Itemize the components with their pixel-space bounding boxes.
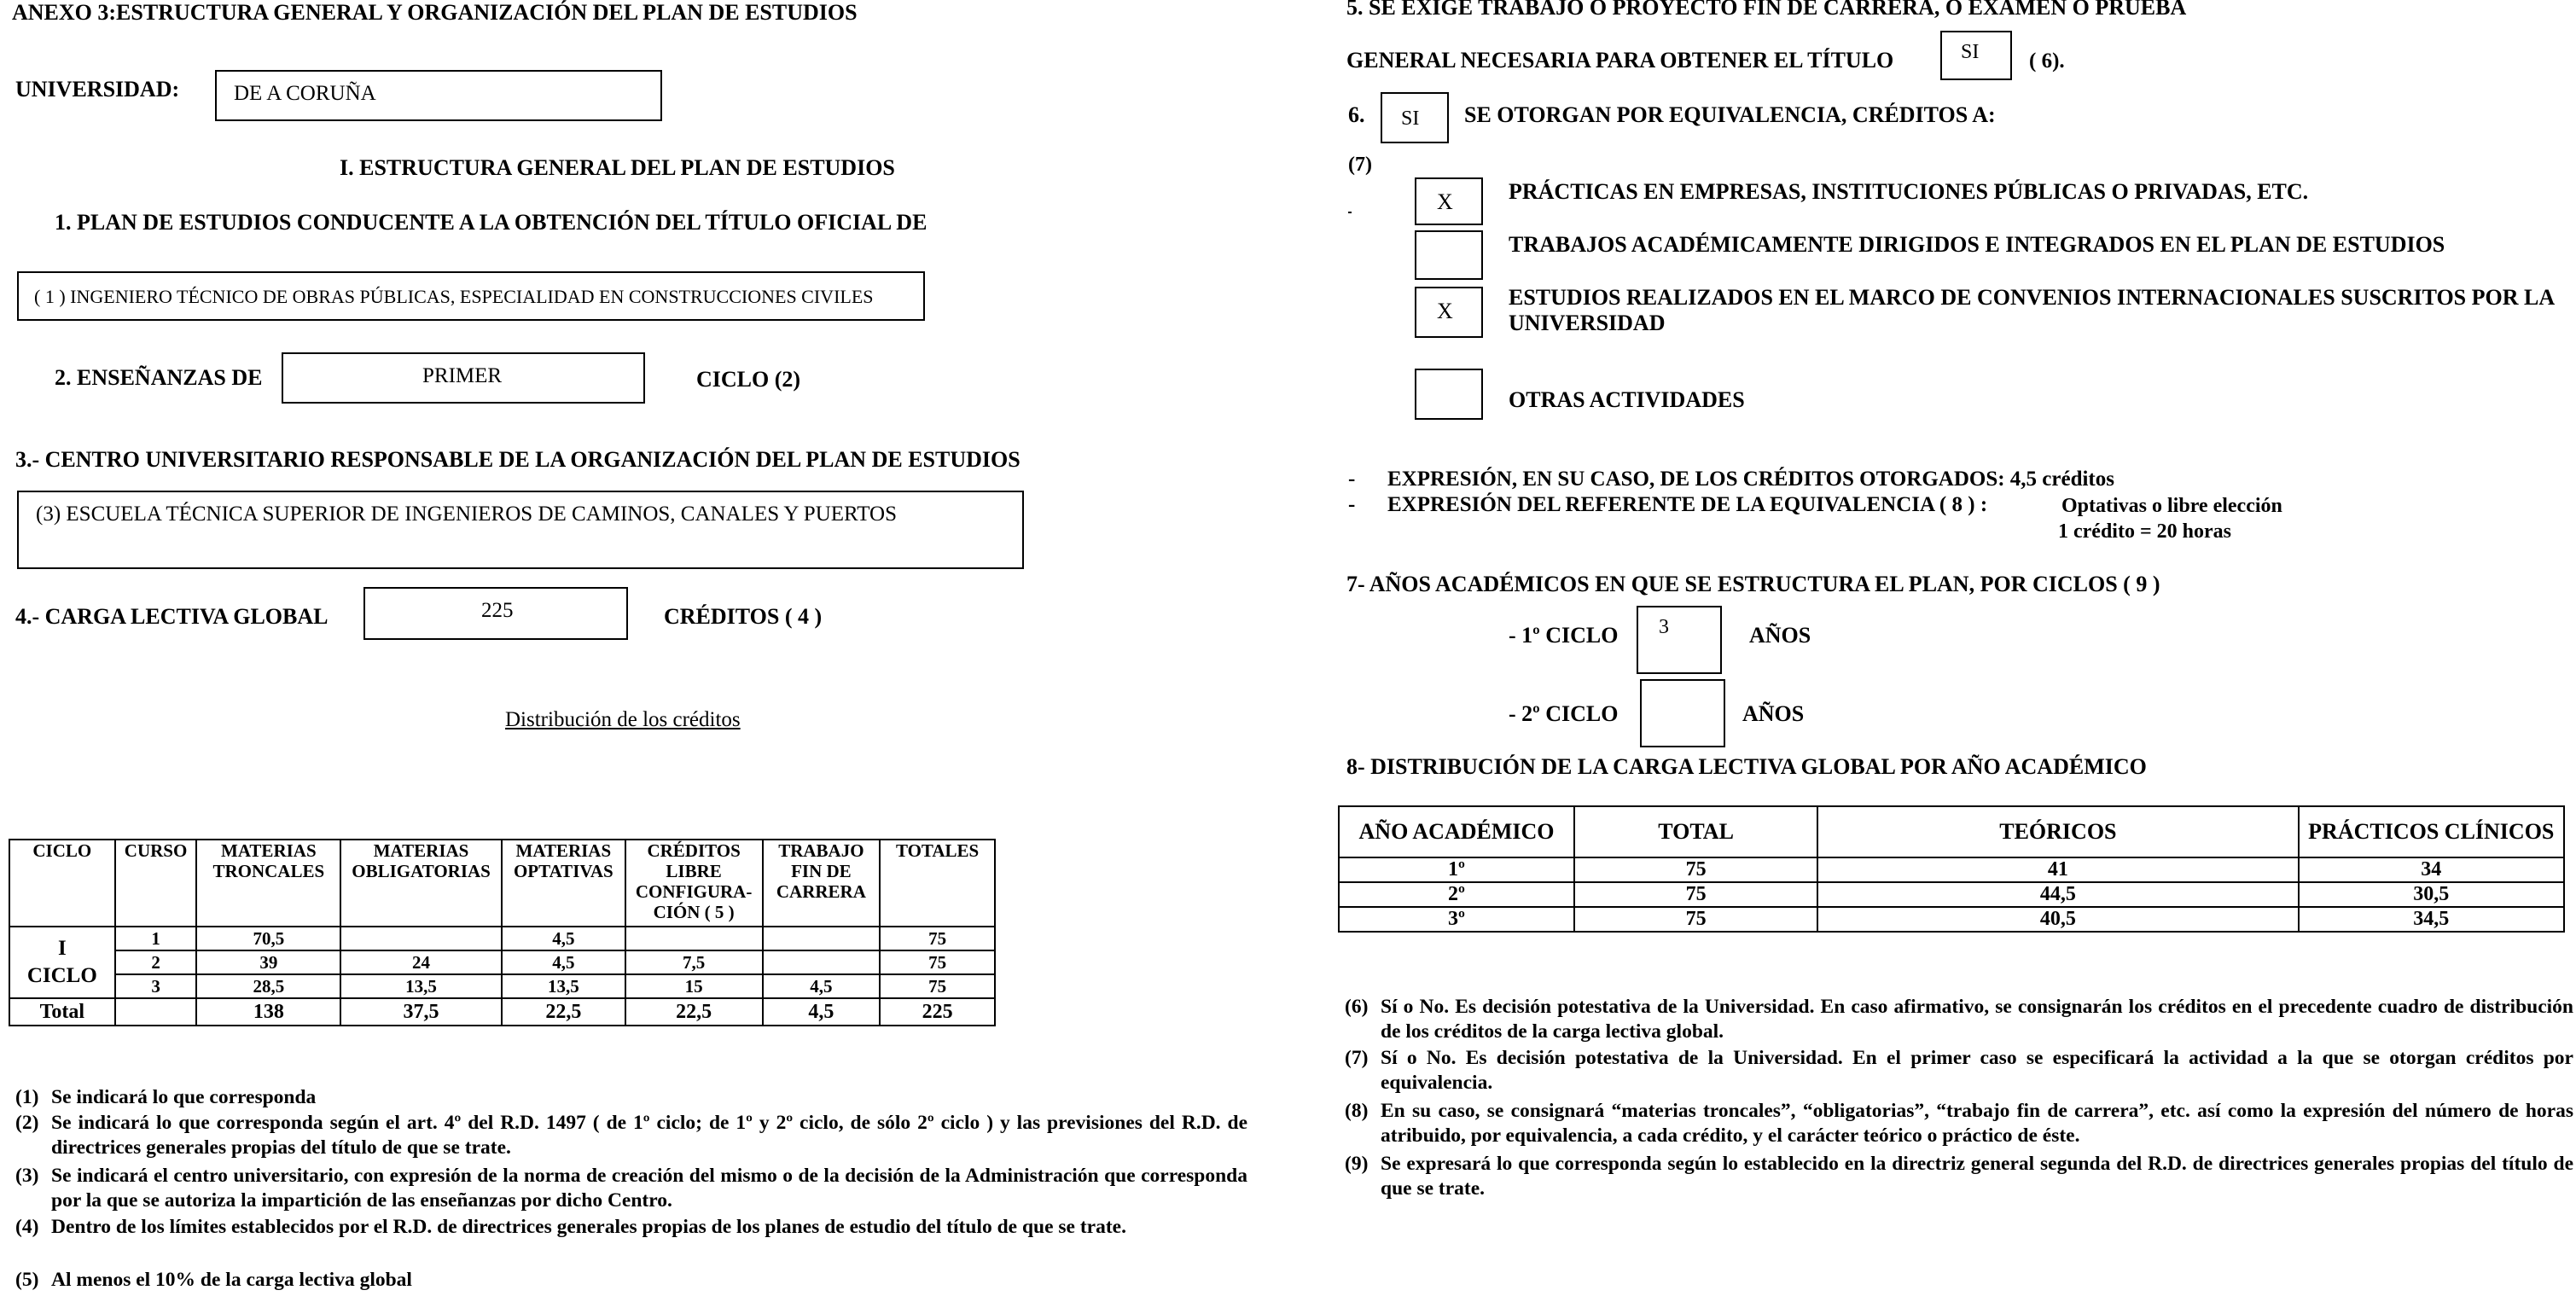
table-cell: 22,5 [625, 998, 763, 1026]
ciclo1-field [1637, 606, 1722, 674]
item4-field [363, 587, 628, 640]
table-cell: 37,5 [340, 998, 502, 1026]
referent-value-1: Optativas o libre elección [2061, 495, 2282, 517]
item3-value: (3) ESCUELA TÉCNICA SUPERIOR DE INGENIEROS DE CAMINOS, CANALES Y PUERTOS [36, 503, 897, 526]
option-convenios-mark: X [1437, 299, 1453, 323]
item5-value: SI [1961, 41, 1980, 63]
option-practicas-mark: X [1437, 189, 1453, 214]
ciclo2-field [1640, 679, 1725, 747]
table-cell: 75 [880, 927, 995, 950]
option-otras-checkbox[interactable] [1415, 369, 1483, 420]
referent-expression: EXPRESIÓN DEL REFERENTE DE LA EQUIVALENCIA ( 8 ) : [1387, 493, 1988, 516]
credits-table [9, 839, 996, 1026]
table-cell: 75 [880, 950, 995, 974]
margin-mark [1348, 212, 1352, 213]
universidad-field [215, 70, 662, 121]
col-header-trabajo: TRABAJO FIN DE CARRERA [763, 840, 881, 927]
item6-number: 6. [1348, 102, 1365, 127]
item4-label: 4.- CARGA LECTIVA GLOBAL [15, 604, 329, 629]
option-trabajos-checkbox[interactable] [1415, 230, 1483, 280]
option-convenios-label: ESTUDIOS REALIZADOS EN EL MARCO DE CONVENIOS INTERNACIONALES SUSCRITOS POR LA UNIVERSIDAD [1509, 285, 2554, 335]
item7-label: 7- AÑOS ACADÉMICOS EN QUE SE ESTRUCTURA EL PLAN, POR CICLOS ( 9 ) [1346, 572, 2160, 596]
credits-expression-bullet: - [1348, 468, 1356, 491]
col-header-totales: TOTALES [880, 840, 995, 927]
footnote-5: (5) Al menos el 10% de la carga lectiva global [15, 1269, 412, 1291]
table-cell: 13,5 [340, 974, 502, 998]
footnote-3: (3) Se indicará el centro universitario, con expresión de la norma de creación del mismo o de la decisión de la Administración que corresponda por la que se autoriza la impartición de las enseñanzas por dicho Centro. [15, 1165, 1247, 1212]
col-header-curso: CURSO [115, 840, 197, 927]
table-cell: 70,5 [196, 927, 340, 950]
table-cell: 138 [196, 998, 340, 1026]
item6-label: SE OTORGAN POR EQUIVALENCIA, CRÉDITOS A: [1464, 102, 1996, 127]
table-cell: 1º [1339, 857, 1574, 882]
ciclo2-label: - 2º CICLO [1509, 701, 1619, 726]
item8-label: 8- DISTRIBUCIÓN DE LA CARGA LECTIVA GLOBAL POR AÑO ACADÉMICO [1346, 754, 2147, 779]
table-cell [340, 927, 502, 950]
item1-value: ( 1 ) INGENIERO TÉCNICO DE OBRAS PÚBLICAS, ESPECIALIDAD EN CONSTRUCCIONES CIVILES [34, 286, 874, 307]
table-cell: 75 [1574, 882, 1817, 907]
footnote-4: (4) Dentro de los límites establecidos por el R.D. de directrices generales propias de los planes de estudio del título de que se trate. [15, 1216, 1126, 1238]
table-row [1339, 857, 2564, 882]
table-cell: 34,5 [2299, 907, 2564, 932]
item1-label: 1. PLAN DE ESTUDIOS CONDUCENTE A LA OBTENCIÓN DEL TÍTULO OFICIAL DE [55, 210, 927, 235]
ciclo1-years: AÑOS [1749, 623, 1811, 648]
item4-suffix: CRÉDITOS ( 4 ) [664, 604, 823, 629]
item2-field [282, 352, 645, 404]
table-cell: 34 [2299, 857, 2564, 882]
ciclo-label-1: I [57, 937, 67, 960]
col-header-ciclo: CICLO [9, 840, 115, 927]
section-title: I. ESTRUCTURA GENERAL DEL PLAN DE ESTUDIOS [340, 155, 895, 180]
table-cell: 1 [115, 927, 197, 950]
item1-field [17, 271, 925, 321]
annex-title: ANEXO 3:ESTRUCTURA GENERAL Y ORGANIZACIÓN DEL PLAN DE ESTUDIOS [12, 0, 858, 25]
table-cell: 75 [1574, 907, 1817, 932]
credits-expression: EXPRESIÓN, EN SU CASO, DE LOS CRÉDITOS OTORGADOS: 4,5 créditos [1387, 468, 2114, 491]
credits-table-header [9, 840, 995, 927]
item5-line2: GENERAL NECESARIA PARA OBTENER EL TÍTULO [1346, 48, 1894, 73]
year-table [1338, 805, 2565, 933]
table-row [1339, 907, 2564, 932]
item4-value: 225 [481, 599, 514, 622]
col-header-optativas: MATERIAS OPTATIVAS [502, 840, 625, 927]
table-cell: 4,5 [763, 998, 881, 1026]
table-cell: 4,5 [502, 927, 625, 950]
col-header-practicos: PRÁCTICOS CLÍNICOS [2299, 806, 2564, 857]
item6-field [1381, 92, 1449, 143]
footnote-9: (9) Se expresará lo que corresponda según lo establecido en la directriz general segunda del R.D. de directrices generales propias del título de que se trate. [1345, 1153, 2573, 1200]
table-cell: 30,5 [2299, 882, 2564, 907]
table-cell [763, 927, 881, 950]
col-header-obligatorias: MATERIAS OBLIGATORIAS [340, 840, 502, 927]
option-trabajos-label: TRABAJOS ACADÉMICAMENTE DIRIGIDOS E INTEGRADOS EN EL PLAN DE ESTUDIOS [1509, 232, 2445, 257]
referent-value-2: 1 crédito = 20 horas [2058, 520, 2231, 543]
table-cell: 44,5 [1817, 882, 2298, 907]
table-cell: 4,5 [763, 974, 881, 998]
table-cell: 15 [625, 974, 763, 998]
table-cell: Total [9, 998, 115, 1026]
table-cell: 3 [115, 974, 197, 998]
table-cell: 13,5 [502, 974, 625, 998]
table-cell: 2 [115, 950, 197, 974]
item5-field [1940, 31, 2012, 80]
table-cell: 22,5 [502, 998, 625, 1026]
item5-note: ( 6). [2029, 49, 2065, 73]
col-header-ano: AÑO ACADÉMICO [1339, 806, 1574, 857]
footnote-8: (8) En su caso, se consignará “materias troncales”, “obligatorias”, “trabajo fin de carrera”, etc. así como la expresión del número de horas atribuido, por equivalencia, a cada crédito, y el carácter teórico o práctico de éste. [1345, 1100, 2573, 1147]
distribution-title: Distribución de los créditos [505, 708, 741, 731]
item2-suffix: CICLO (2) [696, 367, 801, 392]
ciclo-cell [9, 927, 115, 998]
table-cell: 2º [1339, 882, 1574, 907]
table-cell: 75 [880, 974, 995, 998]
item3-label: 3.- CENTRO UNIVERSITARIO RESPONSABLE DE LA ORGANIZACIÓN DEL PLAN DE ESTUDIOS [15, 447, 1021, 472]
item2-value: PRIMER [422, 364, 503, 387]
item6-value: SI [1401, 108, 1420, 130]
ciclo-label-2: CICLO [26, 964, 97, 987]
item5-line1: 5. SE EXIGE TRABAJO O PROYECTO FIN DE CARRERA, O EXAMEN O PRUEBA [1346, 0, 2187, 20]
option-practicas-checkbox[interactable] [1415, 177, 1483, 225]
table-cell: 40,5 [1817, 907, 2298, 932]
table-cell: 24 [340, 950, 502, 974]
table-cell: 75 [1574, 857, 1817, 882]
footnote-6: (6) Sí o No. Es decisión potestativa de la Universidad. En caso afirmativo, se consignarán los créditos en el precedente cuadro de distribución de los créditos de la carga lectiva global. [1345, 996, 2573, 1043]
universidad-label: UNIVERSIDAD: [15, 77, 180, 102]
footnote-2: (2) Se indicará lo que corresponda según el art. 4º del R.D. 1497 ( de 1º ciclo; de 1º y 2º ciclo, de sólo 2º ciclo ) y las previsiones del R.D. de directrices generales propias del título de que se trate. [15, 1112, 1247, 1159]
table-total-row [9, 998, 995, 1026]
item2-label: 2. ENSEÑANZAS DE [55, 365, 263, 390]
option-practicas-label: PRÁCTICAS EN EMPRESAS, INSTITUCIONES PÚBLICAS O PRIVADAS, ETC. [1509, 179, 2309, 204]
table-row [9, 974, 995, 998]
col-header-teoricos: TEÓRICOS [1817, 806, 2298, 857]
ciclo1-value: 3 [1659, 616, 1669, 638]
footnote-1: (1) Se indicará lo que corresponda [15, 1086, 317, 1108]
universidad-value: DE A CORUÑA [234, 82, 376, 105]
table-cell: 7,5 [625, 950, 763, 974]
table-row [9, 950, 995, 974]
ciclo2-years: AÑOS [1742, 701, 1805, 726]
table-row [9, 927, 995, 950]
col-header-total: TOTAL [1574, 806, 1817, 857]
table-cell: 225 [880, 998, 995, 1026]
year-table-header [1339, 806, 2564, 857]
item3-field [17, 491, 1024, 569]
table-cell: 4,5 [502, 950, 625, 974]
table-cell [763, 950, 881, 974]
item6-ref: (7) [1348, 154, 1372, 176]
table-cell: 28,5 [196, 974, 340, 998]
option-otras-label: OTRAS ACTIVIDADES [1509, 387, 1745, 412]
table-cell: 41 [1817, 857, 2298, 882]
col-header-libre: CRÉDITOS LIBRE CONFIGURA-CIÓN ( 5 ) [625, 840, 763, 927]
table-cell: 39 [196, 950, 340, 974]
option-convenios-checkbox[interactable] [1415, 287, 1483, 338]
table-cell: 3º [1339, 907, 1574, 932]
table-row [1339, 882, 2564, 907]
col-header-troncales: MATERIAS TRONCALES [196, 840, 340, 927]
table-cell [625, 927, 763, 950]
table-cell [115, 998, 197, 1026]
ciclo1-label: - 1º CICLO [1509, 623, 1619, 648]
footnote-7: (7) Sí o No. Es decisión potestativa de la Universidad. En el primer caso se especificará la actividad a la que se otorgan créditos por equivalencia. [1345, 1047, 2573, 1094]
referent-expression-bullet: - [1348, 493, 1356, 516]
